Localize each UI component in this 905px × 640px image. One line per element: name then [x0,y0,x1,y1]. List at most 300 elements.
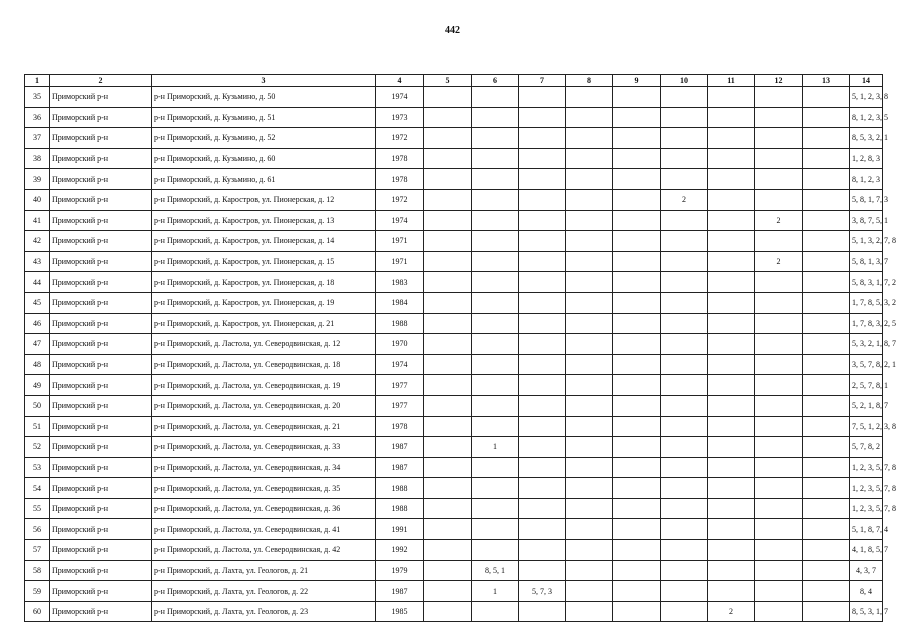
table-cell-col-11: 2 [708,601,755,622]
table-cell-col-4: 1971 [376,231,424,252]
table-cell-col-14: 4, 3, 7 [850,560,883,581]
table-cell-col-7 [519,416,566,437]
table-cell-col-14: 7, 5, 1, 2, 3, 8 [850,416,883,437]
table-cell-col-4: 1984 [376,292,424,313]
table-cell-col-4: 1972 [376,189,424,210]
table-cell-col-13 [803,189,850,210]
table-cell-col-10 [661,334,708,355]
table-cell-col-7 [519,107,566,128]
table-cell-col-3: р-н Приморский, д. Каростров, ул. Пионерская, д. 15 [152,251,376,272]
table-cell-col-13 [803,231,850,252]
table-row [25,272,883,293]
table-cell-col-1: 46 [25,313,50,334]
table-cell-col-9 [613,169,661,190]
table-cell-col-5 [424,354,472,375]
table-cell-col-6 [472,292,519,313]
table-row [25,457,883,478]
table-cell-col-14: 1, 2, 8, 3 [850,148,883,169]
table-cell-col-10 [661,601,708,622]
table-header-row [25,75,883,87]
column-header-10: 10 [661,75,708,87]
table-cell-col-14: 5, 3, 2, 1, 8, 7 [850,334,883,355]
table-cell-col-10 [661,478,708,499]
table-cell-col-4: 1970 [376,334,424,355]
table-cell-col-1: 48 [25,354,50,375]
table-cell-col-7 [519,601,566,622]
table-cell-col-6 [472,210,519,231]
table-cell-col-2: Приморский р-н [50,128,152,149]
table-cell-col-13 [803,601,850,622]
table-cell-col-6 [472,478,519,499]
table-cell-col-9 [613,498,661,519]
table-cell-col-8 [566,169,613,190]
table-row [25,169,883,190]
table-cell-col-9 [613,334,661,355]
table-cell-col-4: 1992 [376,540,424,561]
table-cell-col-9 [613,128,661,149]
table-cell-col-3: р-н Приморский, д. Ластола, ул. Северодвинская, д. 12 [152,334,376,355]
table-cell-col-8 [566,581,613,602]
table-cell-col-14: 8, 5, 3, 1, 7 [850,601,883,622]
table-cell-col-1: 36 [25,107,50,128]
table-cell-col-13 [803,437,850,458]
table-cell-col-11 [708,148,755,169]
table-cell-col-3: р-н Приморский, д. Ластола, ул. Северодвинская, д. 34 [152,457,376,478]
table-cell-col-13 [803,292,850,313]
table-cell-col-7 [519,457,566,478]
table-cell-col-14: 1, 7, 8, 3, 2, 5 [850,313,883,334]
table-cell-col-8 [566,87,613,108]
table-cell-col-7 [519,231,566,252]
table-row [25,313,883,334]
table-cell-col-14: 5, 7, 8, 2 [850,437,883,458]
table-cell-col-11 [708,107,755,128]
table-cell-col-7 [519,272,566,293]
table-cell-col-13 [803,560,850,581]
table-cell-col-5 [424,169,472,190]
table-cell-col-14: 4, 1, 8, 5, 7 [850,540,883,561]
table-cell-col-7 [519,313,566,334]
table-cell-col-10 [661,87,708,108]
table-cell-col-4: 1983 [376,272,424,293]
table-row [25,87,883,108]
table-cell-col-1: 47 [25,334,50,355]
table-cell-col-6 [472,457,519,478]
table-cell-col-12 [755,334,803,355]
table-cell-col-6 [472,107,519,128]
table-cell-col-12 [755,478,803,499]
table-cell-col-8 [566,560,613,581]
table-cell-col-6 [472,334,519,355]
table-cell-col-11 [708,437,755,458]
table-cell-col-6 [472,169,519,190]
table-cell-col-6: 1 [472,437,519,458]
table-cell-col-9 [613,313,661,334]
table-cell-col-10 [661,128,708,149]
table-cell-col-9 [613,560,661,581]
table-cell-col-13 [803,128,850,149]
table-cell-col-12: 2 [755,210,803,231]
table-cell-col-5 [424,148,472,169]
table-cell-col-13 [803,210,850,231]
table-cell-col-1: 43 [25,251,50,272]
table-row [25,416,883,437]
table-cell-col-5 [424,540,472,561]
table-cell-col-6 [472,272,519,293]
table-cell-col-9 [613,272,661,293]
table-cell-col-8 [566,189,613,210]
table-cell-col-13 [803,498,850,519]
table-cell-col-9 [613,189,661,210]
table-cell-col-11 [708,251,755,272]
table-cell-col-11 [708,457,755,478]
table-cell-col-4: 1974 [376,210,424,231]
table-cell-col-13 [803,272,850,293]
table-row [25,560,883,581]
table-row [25,189,883,210]
table-cell-col-3: р-н Приморский, д. Лахта, ул. Геологов, д. 22 [152,581,376,602]
table-cell-col-10 [661,210,708,231]
table-cell-col-1: 35 [25,87,50,108]
table-cell-col-12 [755,581,803,602]
table-cell-col-10 [661,354,708,375]
column-header-4: 4 [376,75,424,87]
table-cell-col-10 [661,375,708,396]
table-cell-col-9 [613,292,661,313]
table-cell-col-12 [755,395,803,416]
table-cell-col-1: 39 [25,169,50,190]
table-cell-col-9 [613,148,661,169]
column-header-13: 13 [803,75,850,87]
table-row [25,107,883,128]
table-cell-col-1: 42 [25,231,50,252]
table-cell-col-3: р-н Приморский, д. Каростров, ул. Пионерская, д. 13 [152,210,376,231]
table-cell-col-13 [803,395,850,416]
table-cell-col-14: 5, 1, 3, 2, 7, 8 [850,231,883,252]
table-cell-col-2: Приморский р-н [50,292,152,313]
table-cell-col-2: Приморский р-н [50,498,152,519]
table-cell-col-12 [755,189,803,210]
table-cell-col-5 [424,498,472,519]
table-cell-col-4: 1988 [376,498,424,519]
table-cell-col-5 [424,292,472,313]
table-cell-col-4: 1988 [376,313,424,334]
table-cell-col-14: 8, 4 [850,581,883,602]
table-cell-col-5 [424,189,472,210]
table-cell-col-5 [424,416,472,437]
table-cell-col-7 [519,354,566,375]
table-cell-col-12 [755,375,803,396]
table-cell-col-3: р-н Приморский, д. Каростров, ул. Пионерская, д. 14 [152,231,376,252]
table-cell-col-14: 5, 8, 3, 1, 7, 2 [850,272,883,293]
table-cell-col-5 [424,107,472,128]
table-cell-col-13 [803,313,850,334]
table-cell-col-5 [424,334,472,355]
table-cell-col-11 [708,231,755,252]
table-row [25,395,883,416]
table-cell-col-2: Приморский р-н [50,395,152,416]
table-cell-col-10 [661,107,708,128]
table-cell-col-13 [803,354,850,375]
table-cell-col-14: 5, 2, 1, 8, 7 [850,395,883,416]
table-cell-col-12 [755,231,803,252]
table-cell-col-10 [661,148,708,169]
table-cell-col-5 [424,457,472,478]
table-cell-col-14: 8, 1, 2, 3 [850,169,883,190]
table-cell-col-6 [472,395,519,416]
table-cell-col-5 [424,375,472,396]
table-cell-col-11 [708,375,755,396]
table-cell-col-14: 5, 8, 1, 7, 3 [850,189,883,210]
table-cell-col-5 [424,519,472,540]
table-cell-col-8 [566,540,613,561]
table-cell-col-4: 1991 [376,519,424,540]
table-row [25,601,883,622]
table-cell-col-13 [803,107,850,128]
table-cell-col-2: Приморский р-н [50,148,152,169]
table-cell-col-3: р-н Приморский, д. Кузьмино, д. 51 [152,107,376,128]
table-cell-col-5 [424,478,472,499]
column-header-14: 14 [850,75,883,87]
table-cell-col-2: Приморский р-н [50,560,152,581]
table-cell-col-12 [755,560,803,581]
table-cell-col-7 [519,498,566,519]
table-row [25,498,883,519]
table-cell-col-12 [755,87,803,108]
table-cell-col-2: Приморский р-н [50,540,152,561]
table-cell-col-3: р-н Приморский, д. Ластола, ул. Северодвинская, д. 21 [152,416,376,437]
table-cell-col-6 [472,128,519,149]
column-header-5: 5 [424,75,472,87]
table-cell-col-8 [566,231,613,252]
table-cell-col-8 [566,457,613,478]
table-cell-col-9 [613,210,661,231]
table-cell-col-13 [803,334,850,355]
table-cell-col-14: 8, 5, 3, 2, 1 [850,128,883,149]
table-cell-col-12 [755,272,803,293]
column-header-8: 8 [566,75,613,87]
table-cell-col-12 [755,354,803,375]
table-cell-col-2: Приморский р-н [50,437,152,458]
table-cell-col-6: 8, 5, 1 [472,560,519,581]
table-cell-col-1: 44 [25,272,50,293]
table-cell-col-12 [755,128,803,149]
table-cell-col-9 [613,87,661,108]
table-cell-col-3: р-н Приморский, д. Кузьмино, д. 50 [152,87,376,108]
table-cell-col-2: Приморский р-н [50,231,152,252]
table-cell-col-2: Приморский р-н [50,169,152,190]
table-cell-col-8 [566,148,613,169]
table-cell-col-1: 41 [25,210,50,231]
table-cell-col-2: Приморский р-н [50,210,152,231]
table-cell-col-10: 2 [661,189,708,210]
table-cell-col-12 [755,437,803,458]
table-cell-col-11 [708,540,755,561]
table-cell-col-3: р-н Приморский, д. Ластола, ул. Северодвинская, д. 33 [152,437,376,458]
table-cell-col-7 [519,251,566,272]
table-cell-col-6 [472,313,519,334]
table-cell-col-8 [566,498,613,519]
table-cell-col-4: 1974 [376,354,424,375]
table-cell-col-1: 45 [25,292,50,313]
column-header-6: 6 [472,75,519,87]
table-cell-col-8 [566,354,613,375]
table-cell-col-5 [424,128,472,149]
table-cell-col-6 [472,87,519,108]
table-row [25,210,883,231]
table-cell-col-3: р-н Приморский, д. Ластола, ул. Северодвинская, д. 18 [152,354,376,375]
table-cell-col-1: 59 [25,581,50,602]
table-cell-col-7 [519,519,566,540]
table-row [25,292,883,313]
table-cell-col-3: р-н Приморский, д. Каростров, ул. Пионерская, д. 18 [152,272,376,293]
table-cell-col-11 [708,560,755,581]
table-cell-col-11 [708,354,755,375]
table-cell-col-13 [803,519,850,540]
table-cell-col-11 [708,128,755,149]
table-cell-col-7 [519,540,566,561]
table-row [25,334,883,355]
table-cell-col-12 [755,169,803,190]
table-cell-col-2: Приморский р-н [50,581,152,602]
table-cell-col-12 [755,457,803,478]
table-cell-col-3: р-н Приморский, д. Каростров, ул. Пионерская, д. 19 [152,292,376,313]
table-cell-col-4: 1978 [376,148,424,169]
table-cell-col-10 [661,540,708,561]
table-cell-col-8 [566,210,613,231]
table-cell-col-11 [708,519,755,540]
table-cell-col-14: 3, 8, 7, 5, 1 [850,210,883,231]
table-row [25,519,883,540]
table-cell-col-9 [613,540,661,561]
table-cell-col-5 [424,251,472,272]
table-cell-col-1: 49 [25,375,50,396]
table-cell-col-9 [613,395,661,416]
table-cell-col-14: 3, 5, 7, 8, 2, 1 [850,354,883,375]
table-cell-col-5 [424,231,472,252]
table-cell-col-11 [708,478,755,499]
table-cell-col-12: 2 [755,251,803,272]
table-cell-col-4: 1972 [376,128,424,149]
table-cell-col-12 [755,313,803,334]
table-row [25,437,883,458]
table-cell-col-2: Приморский р-н [50,375,152,396]
table-cell-col-7 [519,478,566,499]
table-cell-col-14: 1, 2, 3, 5, 7, 8 [850,457,883,478]
table-cell-col-14: 1, 7, 8, 5, 3, 2 [850,292,883,313]
table-cell-col-11 [708,292,755,313]
table-cell-col-13 [803,540,850,561]
table-cell-col-4: 1988 [376,478,424,499]
column-header-9: 9 [613,75,661,87]
table-cell-col-14: 5, 1, 8, 7, 4 [850,519,883,540]
table-cell-col-7: 5, 7, 3 [519,581,566,602]
table-cell-col-12 [755,540,803,561]
table-cell-col-9 [613,416,661,437]
table-cell-col-9 [613,519,661,540]
table-cell-col-14: 8, 1, 2, 3, 5 [850,107,883,128]
table-cell-col-3: р-н Приморский, д. Ластола, ул. Северодвинская, д. 35 [152,478,376,499]
table-cell-col-4: 1977 [376,375,424,396]
table-cell-col-9 [613,354,661,375]
table-cell-col-14: 5, 8, 1, 3, 7 [850,251,883,272]
table-cell-col-7 [519,395,566,416]
column-header-1: 1 [25,75,50,87]
table-cell-col-5 [424,560,472,581]
table-cell-col-13 [803,169,850,190]
table-cell-col-10 [661,231,708,252]
table-cell-col-4: 1973 [376,107,424,128]
table-cell-col-13 [803,416,850,437]
table-cell-col-8 [566,334,613,355]
table-cell-col-13 [803,581,850,602]
table-cell-col-1: 53 [25,457,50,478]
table-cell-col-13 [803,457,850,478]
table-cell-col-4: 1974 [376,87,424,108]
table-cell-col-9 [613,251,661,272]
table-cell-col-14: 2, 5, 7, 8, 1 [850,375,883,396]
table-row [25,231,883,252]
table-cell-col-11 [708,87,755,108]
table-cell-col-9 [613,581,661,602]
table-row [25,148,883,169]
table-cell-col-10 [661,251,708,272]
table-cell-col-2: Приморский р-н [50,354,152,375]
table-cell-col-8 [566,601,613,622]
table-cell-col-8 [566,395,613,416]
table-cell-col-5 [424,395,472,416]
table-cell-col-8 [566,128,613,149]
table-cell-col-6 [472,354,519,375]
table-cell-col-3: р-н Приморский, д. Ластола, ул. Северодвинская, д. 20 [152,395,376,416]
table-cell-col-5 [424,272,472,293]
table-cell-col-14: 1, 2, 3, 5, 7, 8 [850,498,883,519]
table-cell-col-7 [519,292,566,313]
table-cell-col-6 [472,416,519,437]
table-cell-col-5 [424,313,472,334]
table-cell-col-1: 58 [25,560,50,581]
table-cell-col-13 [803,375,850,396]
table-cell-col-3: р-н Приморский, д. Ластола, ул. Северодвинская, д. 19 [152,375,376,396]
table-cell-col-6 [472,601,519,622]
table-cell-col-1: 54 [25,478,50,499]
table-cell-col-4: 1977 [376,395,424,416]
table-cell-col-4: 1985 [376,601,424,622]
table-cell-col-8 [566,416,613,437]
table-cell-col-7 [519,87,566,108]
table-cell-col-2: Приморский р-н [50,189,152,210]
table-cell-col-11 [708,334,755,355]
table-cell-col-6 [472,251,519,272]
table-cell-col-2: Приморский р-н [50,601,152,622]
table-row [25,581,883,602]
table-cell-col-10 [661,272,708,293]
table-cell-col-8 [566,313,613,334]
table-cell-col-3: р-н Приморский, д. Каростров, ул. Пионерская, д. 21 [152,313,376,334]
table-cell-col-13 [803,251,850,272]
table-cell-col-9 [613,107,661,128]
table-cell-col-10 [661,498,708,519]
column-header-11: 11 [708,75,755,87]
table-cell-col-4: 1978 [376,416,424,437]
table-cell-col-8 [566,251,613,272]
table-cell-col-13 [803,87,850,108]
table-cell-col-9 [613,601,661,622]
table-cell-col-8 [566,437,613,458]
table-cell-col-2: Приморский р-н [50,478,152,499]
table-cell-col-12 [755,107,803,128]
table-cell-col-9 [613,478,661,499]
